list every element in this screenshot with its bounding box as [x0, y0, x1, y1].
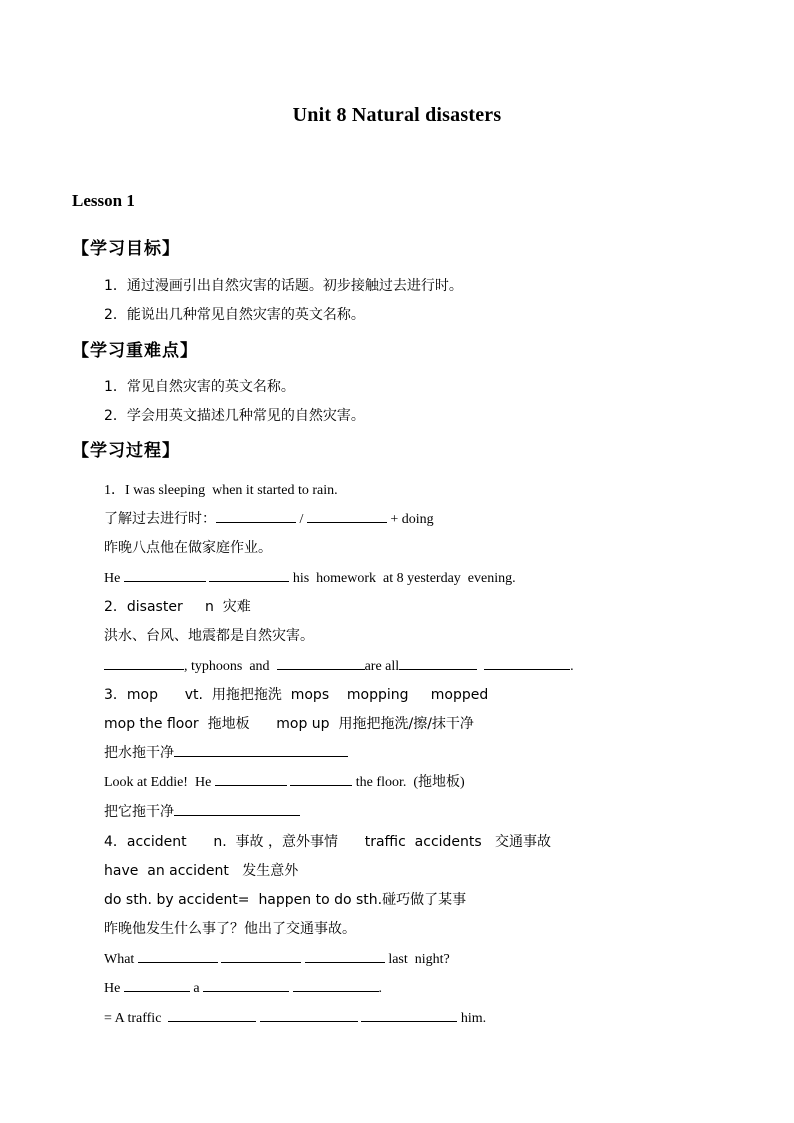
- vocab-line: do sth. by accident= happen to do sth.碰巧做了某事: [104, 892, 467, 908]
- vocab-line: 3．mop vt. 用拖把拖洗 mops mopping mopped: [104, 687, 489, 703]
- answer-blank[interactable]: [138, 948, 218, 963]
- answer-blank[interactable]: [215, 771, 287, 786]
- exercise-line: = A traffic him.: [104, 1007, 486, 1027]
- answer-blank[interactable]: [290, 771, 352, 786]
- chinese-prompt: 昨晚他发生什么事了？他出了交通事故。: [104, 921, 356, 937]
- key-point-item: 2．学会用英文描述几种常见的自然灾害。: [104, 408, 365, 424]
- answer-blank[interactable]: [174, 742, 348, 757]
- exercise-line: What last night?: [104, 948, 450, 968]
- exercise-line: He his homework at 8 yesterday evening.: [104, 567, 516, 587]
- page-title: Unit 8 Natural disasters: [292, 104, 502, 126]
- answer-blank[interactable]: [305, 948, 385, 963]
- answer-blank[interactable]: [361, 1007, 457, 1022]
- answer-blank[interactable]: [168, 1007, 256, 1022]
- vocab-line: 4．accident n. 事故 ，意外事情 traffic accidents 交通事故: [104, 834, 552, 850]
- answer-blank[interactable]: [484, 655, 570, 670]
- exercise-line: Look at Eddie! He the floor. (拖地板): [104, 771, 465, 791]
- answer-blank[interactable]: [307, 508, 387, 523]
- answer-blank[interactable]: [221, 948, 301, 963]
- objective-item: 1．通过漫画引出自然灾害的话题。初步接触过去进行时。: [104, 278, 463, 294]
- answer-blank[interactable]: [209, 567, 289, 582]
- key-points-heading: 【学习重难点】: [72, 341, 198, 361]
- answer-blank[interactable]: [104, 655, 184, 670]
- vocab-line: have an accident 发生意外: [104, 863, 299, 879]
- exercise-line: 了解过去进行时： / + doing: [104, 508, 434, 528]
- answer-blank[interactable]: [260, 1007, 358, 1022]
- answer-blank[interactable]: [174, 801, 300, 816]
- answer-blank[interactable]: [277, 655, 365, 670]
- chinese-prompt: 昨晚八点他在做家庭作业。: [104, 540, 272, 556]
- key-point-item: 1．常见自然灾害的英文名称。: [104, 379, 295, 395]
- vocab-line: mop the floor 拖地板 mop up 用拖把拖洗/擦/抹干净: [104, 716, 474, 732]
- objectives-heading: 【学习目标】: [72, 239, 180, 259]
- process-heading: 【学习过程】: [72, 441, 180, 461]
- answer-blank[interactable]: [399, 655, 477, 670]
- answer-blank[interactable]: [203, 977, 289, 992]
- answer-blank[interactable]: [293, 977, 379, 992]
- answer-blank[interactable]: [124, 567, 206, 582]
- vocab-line: 2．disaster n 灾难: [104, 599, 251, 615]
- exercise-line: , typhoons and are all .: [104, 655, 574, 675]
- chinese-prompt: 洪水、台风、地震都是自然灾害。: [104, 628, 314, 644]
- objective-item: 2．能说出几种常见自然灾害的英文名称。: [104, 307, 365, 323]
- answer-blank[interactable]: [216, 508, 296, 523]
- answer-blank[interactable]: [124, 977, 190, 992]
- exercise-line: He a .: [104, 977, 382, 997]
- example-sentence: 1．I was sleeping when it started to rain.: [104, 483, 338, 498]
- exercise-line: 把它拖干净: [104, 801, 300, 821]
- exercise-line: 把水拖干净: [104, 742, 348, 762]
- lesson-label: Lesson 1: [72, 191, 135, 210]
